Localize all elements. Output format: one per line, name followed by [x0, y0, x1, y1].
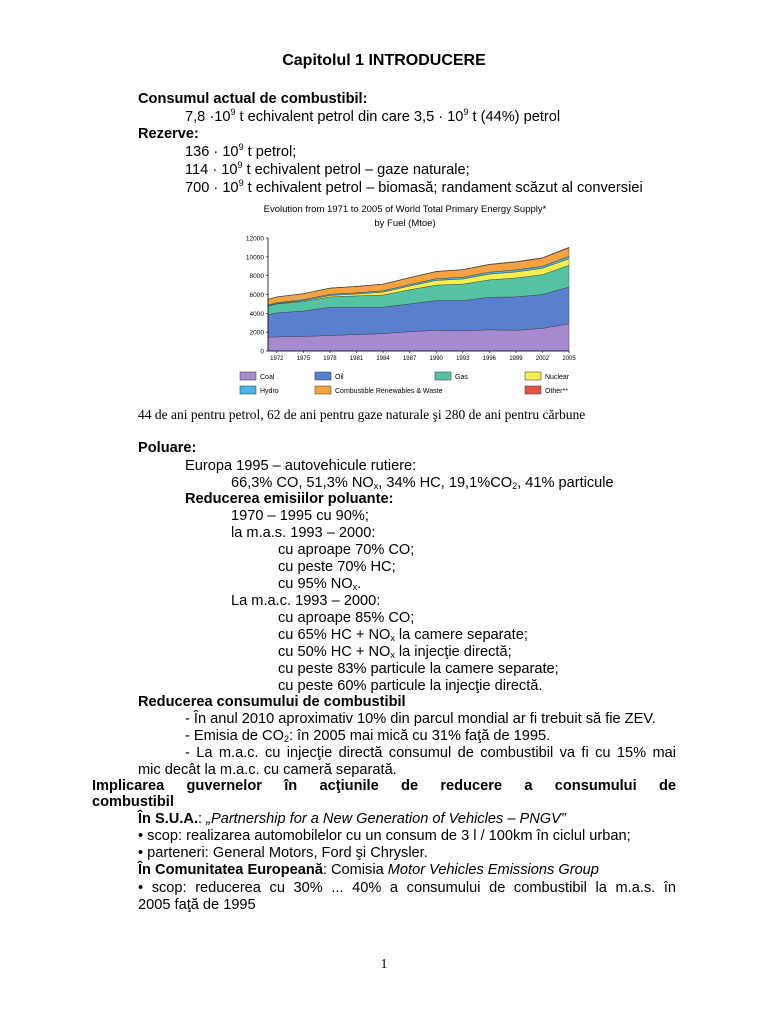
- legend-label-oil: Oil: [335, 374, 344, 381]
- guverne-heading-2: combustibil: [92, 794, 174, 810]
- x-tick-label: 1990: [429, 356, 443, 362]
- x-tick-label: 1978: [323, 356, 337, 362]
- rezerve-line-3: $700 \cdot 10^9$ t echivalent petrol – biomasă; randament scăzut al conversiei: [185, 178, 643, 196]
- ce-line: În Comunitatea Europeană: Comisia Motor Vehicles Emissions Group: [138, 862, 599, 878]
- ce-scop-2: 2005 faţă de 1995: [138, 897, 256, 913]
- poluare-heading: Poluare:: [138, 440, 197, 456]
- legend-label-hydro: Hydro: [260, 388, 279, 395]
- x-tick-label: 1972: [270, 356, 284, 362]
- consum-heading: Consumul actual de combustibil:: [138, 91, 368, 107]
- reducere-line-10: cu peste 83% particule la camere separate;: [278, 661, 559, 677]
- x-tick-label: 2002: [535, 356, 550, 362]
- usa-scop: • scop: realizarea automobilelor cu un consum de 3 l / 100km în ciclul urban;: [138, 828, 631, 844]
- consum-reducere-heading: Reducerea consumului de combustibil: [138, 694, 406, 710]
- reducere-line-9: cu 50% HC + $NO_x$ la injecţie directă;: [278, 644, 512, 660]
- y-tick-label: 12000: [245, 235, 264, 243]
- usa-parteneri: • parteneri: General Motors, Ford şi Chrysler.: [138, 845, 428, 861]
- reducere-line-1: 1970 – 1995 cu 90%;: [231, 508, 369, 524]
- x-tick-label: 2005: [562, 356, 576, 362]
- legend-label-other: Other**: [545, 388, 568, 395]
- reducere-line-7: cu aproape 85% CO;: [278, 610, 415, 626]
- x-tick-label: 1975: [296, 356, 311, 362]
- legend-label-combustible-renewables-waste: Combustible Renewables & Waste: [335, 388, 443, 395]
- mac-line-1: - La m.a.c. cu injecţie directă consumul de combustibil va fi cu 15% mai: [185, 745, 676, 761]
- guverne-heading-1: Implicarea guvernelor în acţiunile de reducere a consumului de: [92, 778, 676, 794]
- x-tick-label: 1999: [509, 356, 523, 362]
- reducere-line-2: la m.a.s. 1993 – 2000:: [231, 525, 376, 541]
- y-tick-label: 6000: [249, 292, 264, 299]
- legend-swatch-hydro: [240, 386, 256, 394]
- emissions-values: 66,3% CO, 51,3% $NO_x$, 34% HC, $19,1\%CO_2$, 41% particule: [231, 475, 614, 491]
- europa-line: Europa 1995 – autovehicule rutiere:: [185, 458, 417, 474]
- y-tick-label: 0: [260, 348, 264, 356]
- x-tick-label: 1984: [376, 356, 390, 362]
- reducere-line-11: cu peste 60% particule la injecţie directă.: [278, 678, 543, 694]
- legend-swatch-gas: [435, 372, 451, 380]
- legend-swatch-nuclear: [525, 372, 541, 380]
- reducere-line-6: La m.a.c. 1993 – 2000:: [231, 593, 381, 609]
- y-tick-label: 2000: [249, 329, 264, 337]
- reducere-heading: Reducerea emisiilor poluante:: [185, 491, 394, 507]
- legend-swatch-oil: [315, 372, 331, 380]
- legend-swatch-coal: [240, 372, 256, 380]
- legend-label-gas: Gas: [455, 374, 468, 381]
- page-title: Capitolul 1 INTRODUCERE: [282, 52, 486, 69]
- legend-label-nuclear: Nuclear: [545, 374, 570, 381]
- x-tick-label: 1996: [482, 356, 497, 362]
- reducere-line-5: cu 95% $NO_x$.: [278, 576, 362, 592]
- co2-line: - Emisia de $CO_2$: în 2005 mai mică cu 31% faţă de 1995.: [185, 728, 551, 744]
- page-number: 1: [380, 957, 388, 972]
- chart-title-line1: Evolution from 1971 to 2005 of World Total Primary Energy Supply*: [263, 204, 547, 215]
- y-tick-label: 8000: [249, 273, 264, 281]
- rezerve-heading: Rezerve:: [138, 126, 199, 142]
- x-tick-label: 1993: [456, 356, 470, 362]
- usa-line: În S.U.A.: „Partnership for a New Generation of Vehicles – PNGV”: [138, 811, 566, 827]
- reserves-note: 44 de ani pentru petrol, 62 de ani pentru gaze naturale şi 280 de ani pentru cărbune: [138, 407, 586, 422]
- y-tick-label: 4000: [249, 310, 264, 318]
- zev-line: - În anul 2010 aproximativ 10% din parcul mondial ar fi trebuit să fie ZEV.: [185, 711, 656, 727]
- legend-swatch-other: [525, 386, 541, 394]
- x-tick-label: 1987: [402, 356, 417, 362]
- ce-scop-1: • scop: reducerea cu 30% ... 40% a consumului de combustibil la m.a.s. în: [138, 880, 676, 896]
- energy-supply-chart: [230, 200, 590, 400]
- legend-swatch-combustible-renewables-waste: [315, 386, 331, 394]
- y-tick-label: 10000: [245, 254, 264, 262]
- legend-label-coal: Coal: [260, 374, 275, 381]
- reducere-line-8: cu 65% HC + $NO_x$ la camere separate;: [278, 627, 528, 643]
- reducere-line-4: cu peste 70% HC;: [278, 559, 396, 575]
- consum-line: $7,8 \cdot 10^9$ t echivalent petrol din care $3,5 \cdot 10^9$ t (44%) petrol: [185, 107, 561, 125]
- chart-title-line2: by Fuel (Mtoe): [374, 218, 436, 229]
- rezerve-line-2: $114 \cdot 10^9$ t echivalent petrol – gaze naturale;: [185, 160, 470, 178]
- mac-line-2: mic decât la m.a.c. cu cameră separată.: [138, 762, 397, 778]
- reducere-line-3: cu aproape 70% CO;: [278, 542, 415, 558]
- x-tick-label: 1981: [349, 356, 364, 362]
- rezerve-line-1: $136 \cdot 10^9$ t petrol;: [185, 142, 297, 160]
